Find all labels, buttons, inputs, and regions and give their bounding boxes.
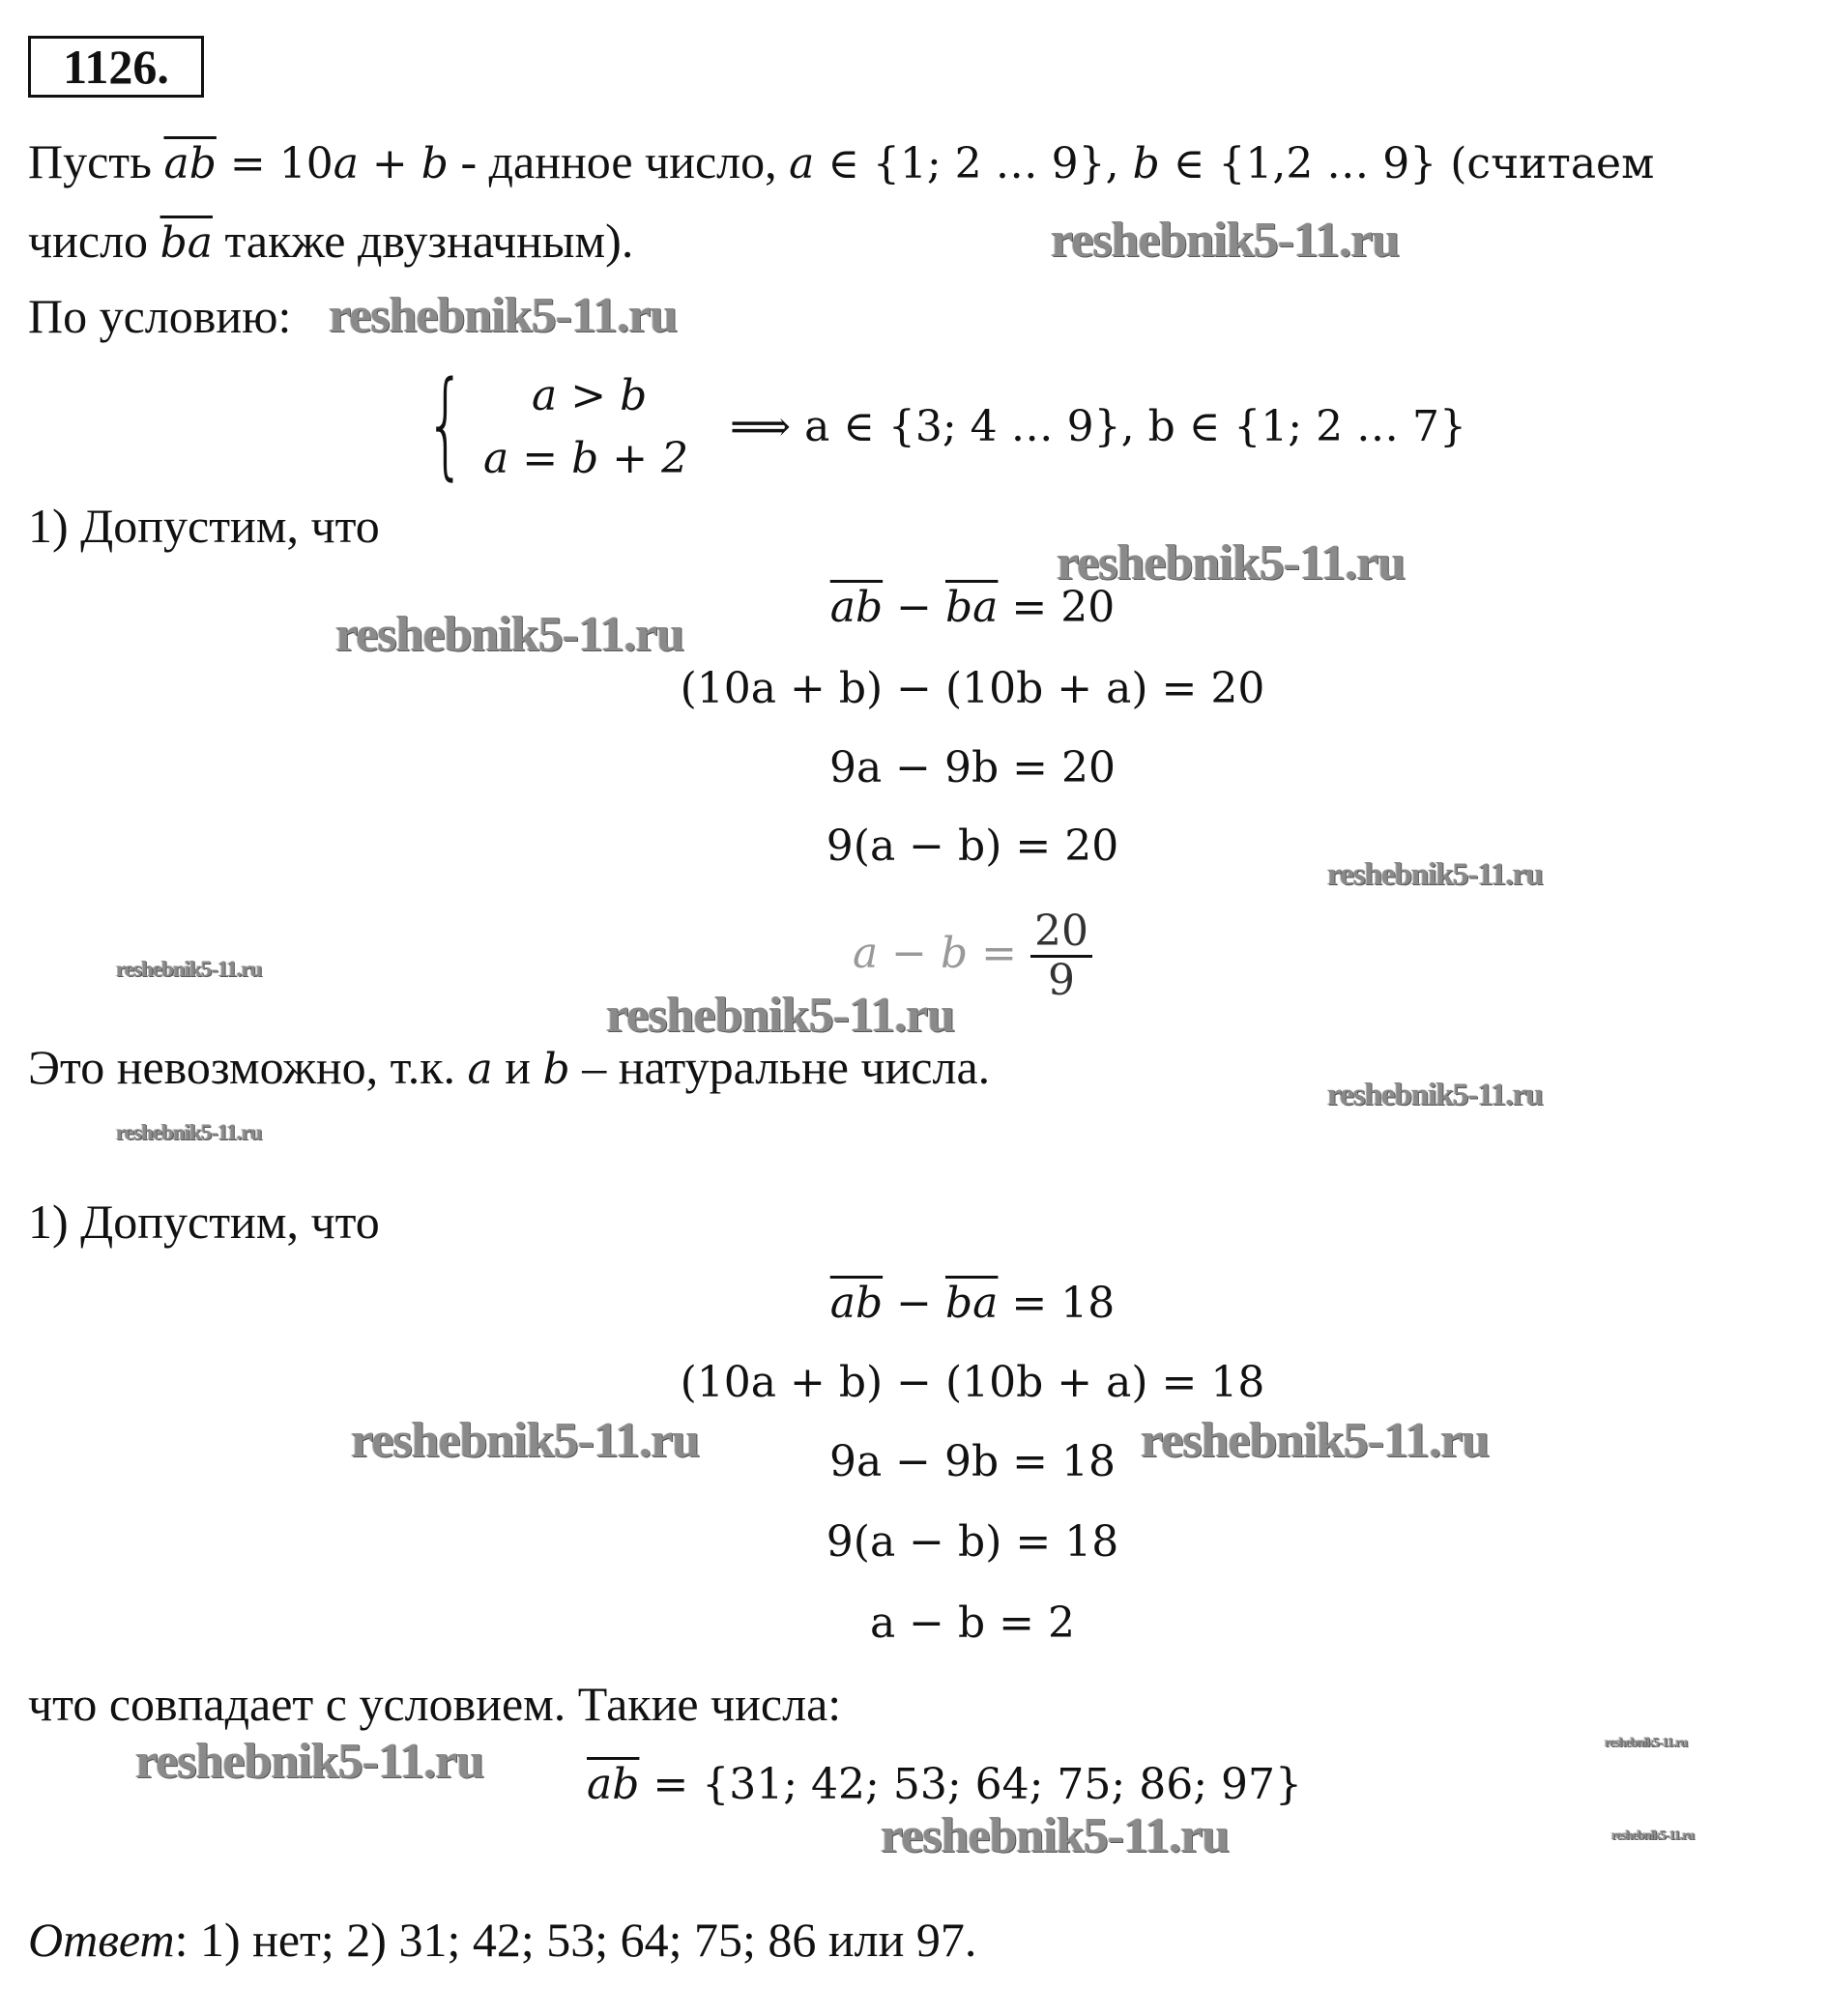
watermark: reshebnik5-11.ru xyxy=(351,1413,700,1468)
watermark: reshebnik5-11.ru xyxy=(1057,535,1406,590)
case1-eq2: (10a + b) − (10b + a) = 20 xyxy=(680,664,1265,713)
text: = 20 xyxy=(998,583,1116,632)
watermark: reshebnik5-11.ru xyxy=(135,1734,484,1789)
case1-eq3: 9a − 9b = 20 xyxy=(828,743,1116,792)
text: a − b = xyxy=(852,929,1031,978)
watermark: reshebnik5-11.ru xyxy=(1327,857,1543,892)
system-row-2: a = b + 2 xyxy=(483,434,689,483)
overline-ba: $\overline{ba}$ xyxy=(945,583,999,632)
watermark: reshebnik5-11.ru xyxy=(116,957,262,981)
text: = {31; 42; 53; 64; 75; 86; 97} xyxy=(639,1760,1303,1809)
case2-eq4: 9(a − b) = 18 xyxy=(826,1517,1119,1567)
overline-ab: $\overline{ab}$ xyxy=(829,583,884,632)
case1-label: 1) Допустим, что xyxy=(28,499,380,553)
text: – натуральне числа. xyxy=(569,1040,991,1094)
text: − xyxy=(883,583,945,632)
case2-eq3: 9a − 9b = 18 xyxy=(828,1437,1116,1486)
condition-label: По условию: xyxy=(28,289,292,343)
case2-eq5: a − b = 2 xyxy=(869,1598,1076,1648)
text: ∈ {1; 2 … 9}, xyxy=(814,139,1133,188)
watermark: reshebnik5-11.ru xyxy=(329,288,678,343)
watermark: reshebnik5-11.ru xyxy=(335,607,684,662)
watermark: reshebnik5-11.ru xyxy=(606,988,955,1043)
fraction xyxy=(1030,908,1092,1004)
text: = 10 xyxy=(216,139,334,188)
text: - данное число, xyxy=(448,134,790,188)
system-result: ⟹ a ∈ {3; 4 … 9}, b ∈ {1; 2 … 7} xyxy=(730,402,1467,451)
overline-ba: $\overline{ba}$ xyxy=(160,218,213,268)
watermark: reshebnik5-11.ru xyxy=(1605,1736,1688,1750)
var-b: b xyxy=(420,139,449,188)
watermark: reshebnik5-11.ru xyxy=(1327,1078,1543,1112)
problem-number: 1126. xyxy=(28,36,204,98)
answer xyxy=(28,1911,976,1969)
text: ∈ {1,2 … 9} (считаем xyxy=(1159,139,1655,188)
case2-eq2: (10a + b) − (10b + a) = 18 xyxy=(680,1358,1265,1407)
text: также двузначным). xyxy=(212,214,634,268)
answer-text: : 1) нет; 2) 31; 42; 53; 64; 75; 86 или 97. xyxy=(174,1913,977,1967)
text: Пусть xyxy=(28,134,164,188)
brace-icon: { xyxy=(425,358,466,492)
var-a: a xyxy=(467,1045,493,1094)
overline-ba: $\overline{ba}$ xyxy=(945,1279,999,1328)
watermark: reshebnik5-11.ru xyxy=(1141,1413,1490,1468)
overline-ab: $\overline{ab}$ xyxy=(829,1279,884,1328)
var-b: b xyxy=(542,1045,570,1094)
var-a: a xyxy=(333,139,359,188)
answer-label: Ответ xyxy=(28,1913,175,1967)
text: + xyxy=(358,139,421,188)
case1-eq4: 9(a − b) = 20 xyxy=(826,821,1119,871)
text: число xyxy=(28,214,160,268)
watermark: reshebnik5-11.ru xyxy=(1611,1829,1695,1843)
watermark: reshebnik5-11.ru xyxy=(116,1120,262,1144)
intro-line-1 xyxy=(28,132,1654,193)
case2-eq1 xyxy=(489,1275,1456,1333)
var-a: a xyxy=(789,139,815,188)
text: = 18 xyxy=(998,1279,1116,1328)
var-b: b xyxy=(1132,139,1160,188)
system-row-1: a > b xyxy=(532,371,648,420)
watermark: reshebnik5-11.ru xyxy=(881,1808,1230,1863)
denominator: 9 xyxy=(1048,956,1076,1005)
case2-conclusion: что совпадает с условием. Такие числа: xyxy=(28,1677,842,1731)
case2-label: 1) Допустим, что xyxy=(28,1195,380,1249)
answer-set xyxy=(587,1756,1302,1814)
case1-conclusion xyxy=(28,1038,990,1099)
numerator: 20 xyxy=(1030,908,1092,958)
text: и xyxy=(492,1040,543,1094)
overline-ab: $\overline{ab}$ xyxy=(587,1760,640,1809)
text: Это невозможно, т.к. xyxy=(28,1040,468,1094)
intro-line-2 xyxy=(28,212,633,273)
overline-ab: $\overline{ab}$ xyxy=(163,139,217,188)
text: − xyxy=(883,1279,945,1328)
watermark: reshebnik5-11.ru xyxy=(1051,213,1400,268)
